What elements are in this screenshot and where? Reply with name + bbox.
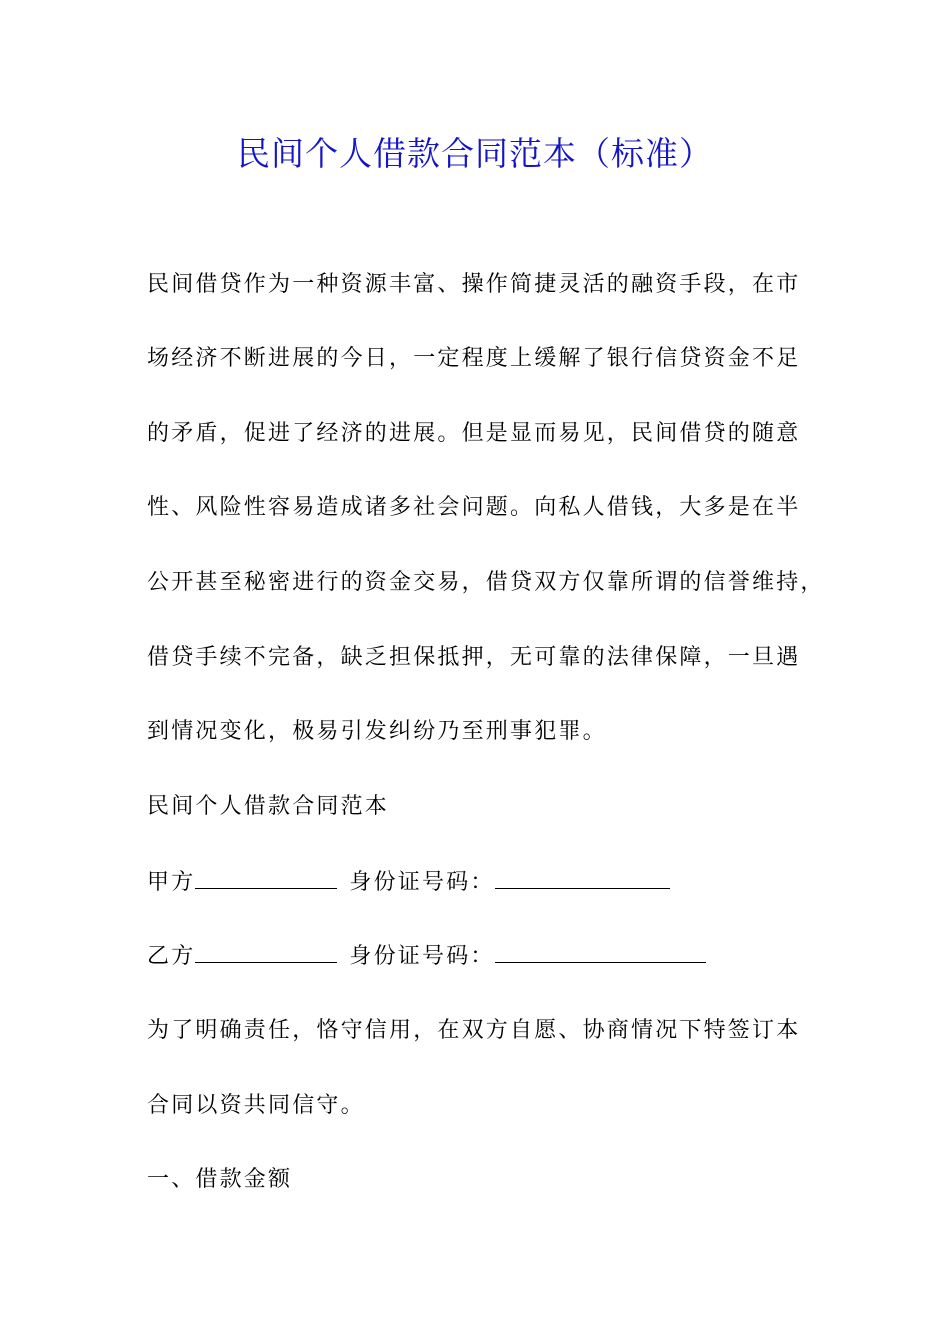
party-b-id-label: 身份证号码： xyxy=(349,944,495,969)
party-b-id-blank xyxy=(495,938,706,963)
section-1-heading: 一、借款金额 xyxy=(147,1167,293,1192)
document-title: 民间个人借款合同范本（标准） xyxy=(237,134,713,173)
intro-line-1: 民间借贷作为一种资源丰富、操作简捷灵活的融资手段，在市 xyxy=(147,272,801,297)
party-b-row xyxy=(147,938,718,975)
party-a-name-blank xyxy=(195,864,337,889)
purpose-line-2: 合同以资共同信守。 xyxy=(147,1093,365,1118)
purpose-line-1: 为了明确责任，恪守信用，在双方自愿、协商情况下特签订本 xyxy=(147,1018,801,1043)
contract-subtitle: 民间个人借款合同范本 xyxy=(147,794,390,819)
intro-line-5: 公开甚至秘密进行的资金交易，借贷双方仅靠所谓的信誉维持， xyxy=(147,570,825,595)
party-a-id-blank xyxy=(495,864,670,889)
party-a-label: 甲方 xyxy=(147,870,196,895)
intro-line-4: 性、风险性容易造成诸多社会问题。向私人借钱，大多是在半 xyxy=(147,495,801,520)
party-a-row xyxy=(147,864,682,901)
intro-line-7: 到情况变化，极易引发纠纷乃至刑事犯罪。 xyxy=(147,719,607,744)
party-a-id-label: 身份证号码： xyxy=(349,870,495,895)
party-b-label: 乙方 xyxy=(147,944,196,969)
party-b-name-blank xyxy=(195,938,337,963)
intro-line-6: 借贷手续不完备，缺乏担保抵押，无可靠的法律保障，一旦遇 xyxy=(147,645,801,670)
intro-line-3: 的矛盾，促进了经济的进展。但是显而易见，民间借贷的随意 xyxy=(147,421,801,446)
intro-line-2: 场经济不断进展的今日，一定程度上缓解了银行信贷资金不足 xyxy=(147,346,801,371)
